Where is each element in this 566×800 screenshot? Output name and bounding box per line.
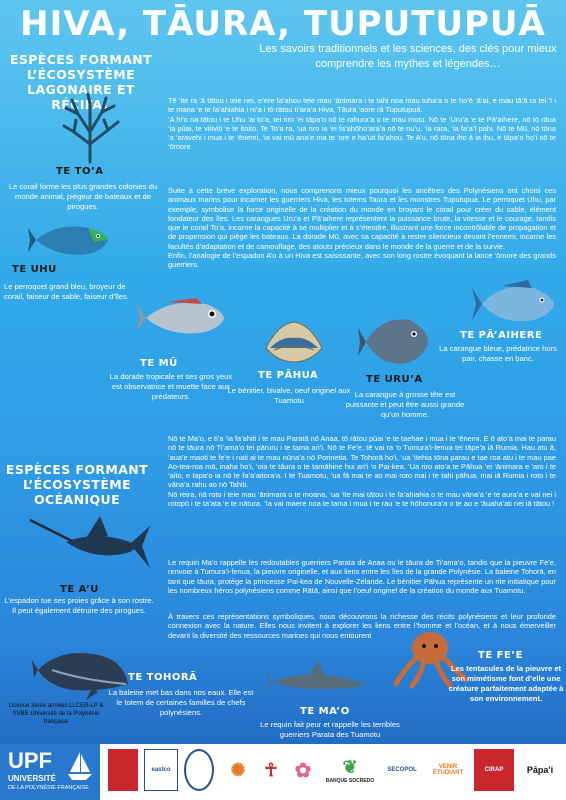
giant-trevally-illustration (358, 312, 432, 370)
subtitle: Les savoirs traditionnels et les sciences, des clés pour mieux comprendre les mythes et légendes… (259, 43, 557, 70)
caption-fee: Les tentacules de la pieuvre et son mimétisme font d’elle une créature parfaitement adaptée à son environnement. (448, 664, 564, 703)
logo-socredo-icon: ❦ (342, 756, 358, 777)
logo-red-figure-icon: ☥ (264, 759, 278, 780)
caption-mu: La dorade tropicale et ses gros yeux est observatrice et muette face aux prédateurs. (109, 372, 233, 401)
giant-clam-illustration (262, 318, 326, 364)
upf-line2: DE LA POLYNÉSIE FRANÇAISE (8, 785, 89, 791)
logo-red-square-icon (108, 749, 138, 791)
logo-flower-icon: ✿ (294, 759, 312, 782)
footer-logos-bar (0, 744, 566, 800)
pirogue-logo-icon (66, 750, 94, 780)
logo-cirap: CIRAP (474, 749, 514, 791)
paragraph-tahitian-1: Tē ‘ite ra ‘ā tātou i teie nei, e’ere fa’ahou teie mau ‘ānimara i te tahi noa mau tuha’a o te ho’ē ‘ā’ai, e mau tā’ā ra tei ‘ī i te mana ‘e te fa’ahiahia i ni’a i tō rātou ti’ara’a Hiva, Tāura ‘aore rā Tuputupuā. ‘A hi’o na tātou i te Uhu ‘ai to’a, tei riro ‘ei tāpa’o nō te rahura’a o te mau motu. Nō te ‘Uru’a ‘e te Pā’aihere, nō tō rāua ‘ia pūai, te vitiviti ‘e te itoito. Te To’a ra, ‘ua riro ia ‘ei fa’ahōho’ara’a nō te nu’u, ‘ia rara, ‘ia fa’a’ī pahi. Nō te Mū, nō tōna ‘a ‘aravehi i mua i te ‘ēnemi, ‘ia vai mū ana’e ma te ‘ore e ha’uti fa’ahou. Te A’u, nō tōna iho ā ia ihu, e tāpa’o ho’i nō te ‘ōmore (168, 96, 556, 152)
caption-toa: Le corail forme les plus grandes colonies du monde animal, piégeur de bateaux et de pirogues. (8, 182, 158, 211)
logo-orange-icon: ✺ (230, 759, 246, 780)
caption-tohora: La baleine met bas dans nos eaux. Elle est le totem de certaines familles de chefs polynésiens. (108, 688, 254, 717)
species-name-uhu: TE UHU (12, 264, 57, 275)
logo-socredo-label: BANQUE SOCREDO (325, 777, 375, 784)
upf-line1: UNIVERSITÉ (8, 774, 57, 783)
paragraph-french-3: À travers ces représentations symboliques, nous découvrons la richesse des récits polynésiens et leur profonde connexion avec la nature. Elles nous invitent à explorer les liens entre l’homme et l’océan, et à nous émerveiller devant la diversité des ressources marines qui nous entourent (168, 612, 556, 640)
upf-name: UPF (8, 748, 52, 773)
logo-papai: Pāpa'i (526, 765, 554, 775)
section-title-ocean: ESPÈCES FORMANT L’ÉCOSYSTÈME OCÉANIQUE (5, 462, 149, 507)
logo-secopol: SECOPOL (387, 767, 417, 773)
species-name-paaihere: TE PĀ’AIHERE (460, 330, 543, 341)
species-name-pahua: TE PĀHUA (258, 370, 319, 381)
species-name-au: TE A’U (60, 584, 99, 595)
shark-illustration (264, 660, 368, 700)
credits: Licence 3ème années LLCER-LP & SVBE Université de la Polynésie française (8, 703, 104, 725)
caption-paaihere: La carangue bleue, prédatrice hors pair, chasse en banc. (439, 344, 557, 363)
bluefin-trevally-illustration (472, 280, 556, 328)
upf-logo (0, 744, 100, 800)
species-name-fee: TE FE’E (478, 650, 523, 661)
logo-venir-etudiant: VENIR ÉTUDIANT (432, 764, 464, 776)
caption-pahua: Le bénitier, bivalve, oeuf originel aux Tuamotu (227, 386, 351, 405)
species-name-mao: TE MA’O (300, 706, 350, 717)
logo-socredo (322, 749, 378, 791)
caption-urua: La carangue à grosse tête est puissante et peut être aussi grande qu’un homme. (345, 390, 465, 419)
section-title-lagoon: ESPÈCES FORMANT L’ÉCOSYSTÈME LAGONAIRE ET RÉCIFAL (9, 52, 153, 112)
swordfish-illustration (26, 512, 154, 574)
species-name-urua: TE URU’A (366, 374, 423, 385)
species-name-mu: TE MŪ (140, 358, 178, 369)
species-name-tohora: TE TOHORĀ (128, 672, 198, 683)
page-title: HIVA, TĀURA, TUPUTUPUĀ (20, 4, 546, 44)
logo-eastco: eastco (144, 749, 178, 791)
logo-seal-icon (184, 749, 214, 791)
parrotfish-illustration (28, 220, 116, 260)
caption-uhu: Le perroquet grand bleu, broyeur de corail, faiseur de sable, faiseur d’îles. (4, 282, 129, 301)
dorade-illustration (136, 296, 228, 340)
caption-au: L’espadon tue ses proies grâce à son rostre. Il peut également détruire des pirogues. (4, 596, 154, 615)
paragraph-french-2: Le requin Ma’o rappelle les redoutables guerriers Parata de Anaa ou le tāura de Ti’ama’o, tandis que la pieuvre Fe’e, renvoie à Tumura’i-fenua, la pieuvre originelle, et aux liens entre les îles de la grande Polynésie. La baleine Tohorā, en tant que tāura, protège la princesse Pai-kea de Nouvelle-Zélande. Le bénitier Pāhua représente un rite initiatique pour les nombreux héros polynésiens comme Rātā, ainsi que l’oeuf originel de la création du monde aux Tuamotu. (168, 558, 556, 595)
paragraph-tahitian-2: Nō te Ma’o, e ti’a ‘ia fa’ahiti i te mau Paratā nō Anaa, tō rātou pūai ‘e te taehae i mua i te ‘ēnemi. E ō ato’a mai te parau nō te tāura nō Ti’ama’o tei pāruru i te tama ari’i. Nō te Fe’e, tē vai ra ‘o Tumura’i-fenua tei tāpe’a iā Rumia. Hau atu ā, ‘aua’e maoti te fe’e i nati ai te mau nūna’a nō Porinetia. Te Tohorā ho’i, ‘ua ‘itehia tōna parau e tae roa atu i te mau pae Ao-tea-roa mā, inaha ho’i, ‘oia te tāura o te tamāhine hui ari’i ‘o Pai-kea. ‘Ua riro ato’a te Pāhua ‘ei ‘ānimara e ‘aro i te ‘aito, e tapa’o ia nō te fa’a’aitora’a. I te Tuamotu, ‘ua fā mai te ao mai roto mai i te tahi pāhua, mai iā Rumia i roto i te vāna’a rahu ao nō Tahiti. Nō reira, nā roto i teie mau ‘ānimara o te moana, ‘ua ‘ite mai tātou i te fa’ahiahia o te mau vāna’a ‘e te aura’a e vai nei i rotopū i te ta’ata ‘e te nātura. ‘Ia vai maere noa te tama i mua i te rau ‘e te hōhonura’a o te ao e ‘āuaha’ati nei iā tātou ! (168, 434, 556, 509)
paragraph-french-1: Suite à cette brève exploration, nous comprenons mieux pourquoi les ancêtres des Polynésiens ont choisi ces animaux marins pour incarner les guerriers Hiva, les totems Taura et les monstres Tuputupua. Le perroquet Uhu, par exemple, symbolise la force originelle de la création du monde en broyant le corail pour créer du sable, élément fondateur des îles. Les carangues Uru’a et Pā’aihere représentent la puissance brute, la vitesse et le courage, tandis que le corail To’a, incarne la capacité à se multiplier et à s’étendre, illustrant une force incontrôlable de propagation et de propension qui piège les bateaux. La dorade Mū, avec sa capacité à rester silencieux devant l’ennemi, incarne les facultés d’adaptation et de camouflage, des atouts précieux dans le monde de la guerre et de la survie. Enfin, l’analogie de l’espadon A’u à un Hiva est saisissante, avec son long rostre évoquant la lance ‘ōmore des grands guerriers. (168, 186, 556, 270)
caption-mao: Le requin fait peur et rappelle les terribles guerriers Parata des Tuamotu (260, 720, 400, 739)
species-name-toa: TE TO’A (56, 166, 104, 177)
coral-illustration (60, 92, 120, 164)
